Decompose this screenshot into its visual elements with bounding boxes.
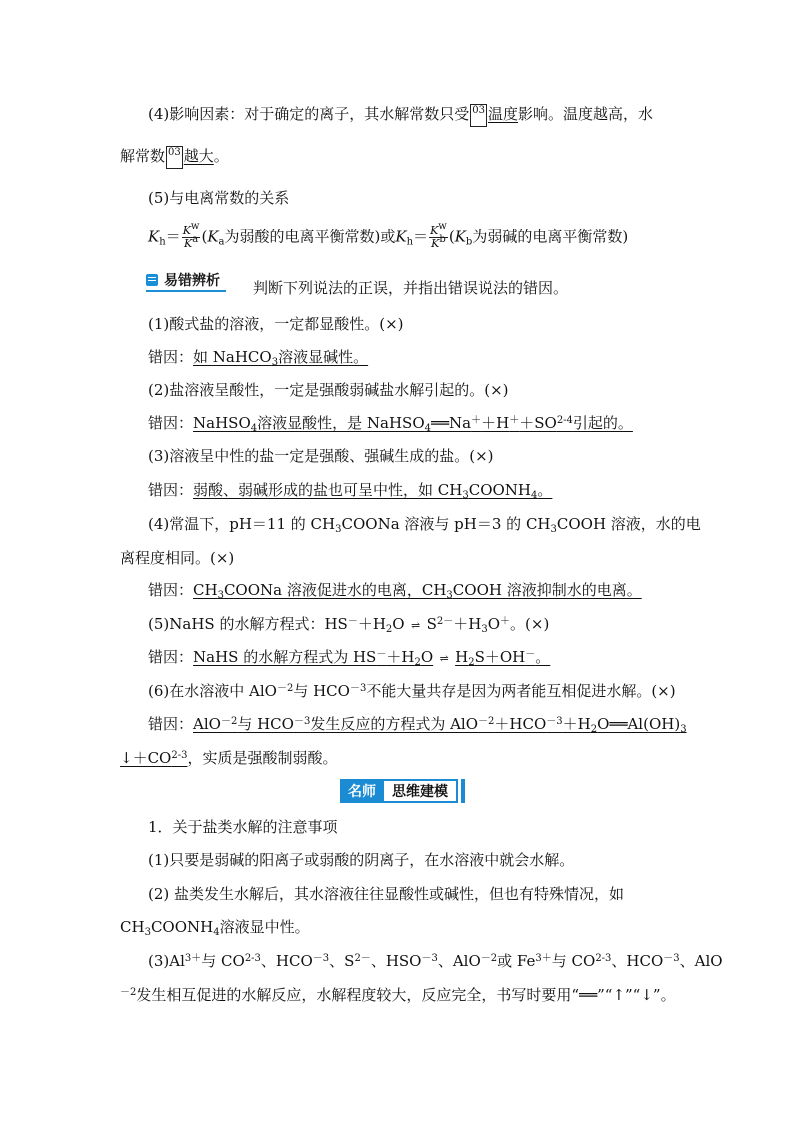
text: 。 <box>535 648 551 666</box>
label: 错因： <box>148 414 194 432</box>
sup: 2-4 <box>556 415 573 426</box>
fraction <box>429 221 448 250</box>
item-3 <box>148 446 494 466</box>
answer-box: 03 <box>470 104 487 127</box>
text: 、HSO <box>370 952 422 970</box>
text: (4)常温下，pH＝11 的 CH <box>148 515 336 533</box>
text: O══Al(OH) <box>597 715 681 733</box>
label: 错因： <box>148 348 194 366</box>
reason-6-line2 <box>120 748 337 768</box>
equilibrium-arrow-icon: ⇌ <box>439 652 449 665</box>
symbol: K <box>395 227 407 246</box>
symbol: K <box>454 227 466 246</box>
answer <box>193 348 368 366</box>
sup: －2 <box>276 683 294 694</box>
fraction <box>182 221 201 250</box>
answer <box>120 749 187 767</box>
sup: －3 <box>293 716 311 727</box>
sub: 2 <box>385 624 393 635</box>
notes-heading <box>148 817 338 837</box>
text: 弱酸、弱碱形成的盐也可呈中性，如 CH <box>193 481 463 499</box>
text: (3)Al <box>148 952 185 970</box>
sub: b <box>465 236 473 248</box>
text: (1)只要是弱碱的阳离子或弱酸的阴离子，在水溶液中就会水解。 <box>148 851 575 869</box>
text: 与 CO <box>551 952 596 970</box>
text: (3)溶液呈中性的盐一定是强酸、强碱生成的盐。(×) <box>148 447 494 465</box>
sup: －3 <box>312 953 330 964</box>
text: 。 <box>213 147 229 165</box>
sup: －3 <box>663 953 680 964</box>
text: 或 Fe <box>497 952 536 970</box>
text: 。 <box>537 481 553 499</box>
text: 、HCO <box>611 952 664 970</box>
text: 与 HCO <box>237 715 294 733</box>
text: CH <box>120 918 145 936</box>
text: H <box>455 648 469 666</box>
text: (4)影响因素：对于确定的离子，其水解常数只受 <box>148 105 470 123</box>
text: (6)在水溶液中 AlO <box>148 682 277 700</box>
sup: －3 <box>421 953 438 964</box>
text: (1)酸式盐的溶液，一定都显酸性。(×) <box>148 315 404 333</box>
item-4-line2 <box>120 548 234 568</box>
sup: 3＋ <box>535 953 552 964</box>
symbol: K <box>182 224 191 237</box>
text: 、S <box>329 952 355 970</box>
reason-6-line1 <box>148 714 687 734</box>
text: 溶液显碱性。 <box>278 348 369 366</box>
sub: h <box>406 236 414 248</box>
reason-5 <box>148 647 550 669</box>
sub: 3 <box>144 927 151 938</box>
text: COONa 溶液促进水的电离，CH <box>223 581 447 599</box>
symbol: K <box>207 227 219 246</box>
text: ＋SO <box>519 414 557 432</box>
note-2-line1 <box>148 884 624 904</box>
text: 发生相互促进的水解反应，水解程度较大，反应完全，书写时要用“══”“↑”“↓”。 <box>136 986 676 1004</box>
sub: 3 <box>271 357 279 368</box>
text: 为弱酸的电离平衡常数)或 <box>224 227 396 246</box>
text: (2) 盐类发生水解后，其水溶液往往显酸性或碱性，但也有特殊情况，如 <box>148 885 625 903</box>
sup: 2-3 <box>171 750 188 761</box>
text: COONH <box>150 918 214 936</box>
symbol: K <box>430 224 439 237</box>
tag-prompt <box>253 278 568 298</box>
sub: 4 <box>213 927 220 938</box>
sup: w <box>438 221 447 232</box>
sub: 3 <box>680 724 687 735</box>
note-1 <box>148 850 574 870</box>
text: ↓＋CO <box>120 749 172 767</box>
sup: 2-3 <box>595 953 612 964</box>
text: COONa 溶液与 pH＝3 的 CH <box>341 515 551 533</box>
text: ＋H <box>481 414 510 432</box>
sup: －2 <box>478 716 495 727</box>
text: O <box>420 648 434 666</box>
answer <box>193 481 552 499</box>
sup: －3 <box>349 683 367 694</box>
item-6 <box>148 681 676 701</box>
text: (2)盐溶液呈酸性，一定是强酸弱碱盐水解引起的。(×) <box>148 381 509 399</box>
banner-right: 思维建模 <box>384 779 458 803</box>
text: ＋H <box>386 648 415 666</box>
sup: b <box>439 234 446 245</box>
text: AlO <box>193 715 221 733</box>
sup: 2－ <box>354 953 371 964</box>
text: S＋OH <box>474 648 526 666</box>
text: CH <box>193 581 218 599</box>
text: 离程度相同。(×) <box>120 549 235 567</box>
sub: 2 <box>590 724 598 735</box>
text: COOH 溶液，水的电 <box>556 515 701 533</box>
label: 错因： <box>148 481 194 499</box>
sup: 2－ <box>436 616 454 627</box>
sup: －2 <box>480 953 498 964</box>
section-banner <box>340 779 465 803</box>
answer: 越大 <box>183 147 214 165</box>
answer <box>193 715 687 733</box>
sub: 3 <box>217 590 224 601</box>
label: 错因： <box>148 648 194 666</box>
sup: a <box>192 234 199 245</box>
sup: ＋ <box>509 415 520 426</box>
text: ＝ <box>165 227 181 246</box>
text: 溶液显酸性，是 NaHSO <box>257 414 425 432</box>
sub: a <box>218 236 225 248</box>
banner-accent <box>461 779 465 803</box>
sup: － <box>525 649 536 660</box>
reason-2 <box>148 413 633 433</box>
text: (5)与电离常数的关系 <box>148 189 290 207</box>
text: S <box>426 615 437 633</box>
sub: 4 <box>250 423 258 434</box>
sub: 3 <box>335 524 342 535</box>
sup: －2 <box>220 716 238 727</box>
text: 如 NaHCO <box>193 348 272 366</box>
text: ，实质是强酸制弱酸。 <box>187 749 338 767</box>
text: O <box>392 615 405 633</box>
error-analysis-tag <box>146 270 226 292</box>
sub: 3 <box>481 624 488 635</box>
answer-box: 03 <box>166 146 183 169</box>
banner-left: 名师 <box>340 779 384 803</box>
sup: －2 <box>120 987 137 998</box>
text: 与 HCO <box>293 682 350 700</box>
text: COOH 溶液抑制水的电离。 <box>452 581 642 599</box>
sup: － <box>347 616 358 627</box>
text: ＋H <box>357 615 386 633</box>
text: 不能大量共存是因为两者能互相促进水解。(×) <box>366 682 676 700</box>
p5-title <box>148 188 289 208</box>
text: 影响。温度越高，水 <box>518 105 654 123</box>
sub: h <box>159 236 166 248</box>
note-3-line1 <box>148 951 723 971</box>
text: (5)NaHS 的水解方程式：HS <box>148 615 348 633</box>
book-icon <box>146 274 158 286</box>
sub: 3 <box>550 524 557 535</box>
reason-4 <box>148 580 642 600</box>
text: 、AlO <box>437 952 481 970</box>
p4-line1 <box>148 104 653 127</box>
sub: 2 <box>468 657 475 668</box>
sub: 3 <box>462 490 469 501</box>
sup: －3 <box>546 716 563 727</box>
text: ＋HCO <box>494 715 547 733</box>
text: NaHSO <box>193 414 251 432</box>
text: ══Na <box>431 414 472 432</box>
sup: ＋ <box>500 616 511 627</box>
equilibrium-arrow-icon: ⇌ <box>410 619 421 632</box>
label: 错因： <box>148 581 194 599</box>
note-3-line2 <box>120 985 676 1005</box>
text: 溶液显中性。 <box>219 918 310 936</box>
text: NaHS 的水解方程式为 HS <box>193 648 377 666</box>
text: 发生反应的方程式为 AlO <box>310 715 479 733</box>
item-4-line1 <box>148 514 701 534</box>
note-2-line2 <box>120 917 310 937</box>
sup: － <box>376 649 387 660</box>
item-5 <box>148 614 549 636</box>
text: O <box>487 615 501 633</box>
symbol: K <box>148 227 160 246</box>
sup: 2-3 <box>244 953 261 964</box>
text: COONH <box>468 481 531 499</box>
text: 。(×) <box>510 615 550 633</box>
sub: 4 <box>531 490 538 501</box>
answer <box>193 581 642 599</box>
symbol: K <box>431 237 440 250</box>
sub: 4 <box>424 423 431 434</box>
sub: 2 <box>414 657 421 668</box>
text: 解常数 <box>120 147 166 165</box>
sup: w <box>190 221 200 232</box>
symbol: K <box>183 237 193 250</box>
item-1 <box>148 314 404 334</box>
item-2 <box>148 380 509 400</box>
text: 引起的。 <box>572 414 633 432</box>
text: ＝ <box>413 227 429 246</box>
answer <box>193 414 633 432</box>
text: ＋H <box>453 615 482 633</box>
answer: 温度 <box>487 105 518 123</box>
sup: ＋ <box>471 415 482 426</box>
label: 错因： <box>148 715 194 733</box>
reason-1 <box>148 347 368 367</box>
reason-3 <box>148 480 552 500</box>
text: 为弱碱的电离平衡常数) <box>472 227 629 246</box>
text: ( <box>201 227 208 246</box>
text: 、AlO <box>679 952 723 970</box>
text: 判断下列说法的正误，并指出错误说法的错因。 <box>253 279 569 297</box>
text: ( <box>448 227 455 246</box>
text: 与 CO <box>201 952 245 970</box>
tag-label: 易错辨析 <box>164 273 220 289</box>
text: ＋H <box>562 715 591 733</box>
text: 、HCO <box>260 952 313 970</box>
p4-line2 <box>120 146 229 169</box>
answer <box>193 648 550 666</box>
sup: 3＋ <box>184 953 202 964</box>
p5-formula <box>148 221 629 250</box>
sub: 3 <box>446 590 453 601</box>
text: 1．关于盐类水解的注意事项 <box>148 818 338 836</box>
